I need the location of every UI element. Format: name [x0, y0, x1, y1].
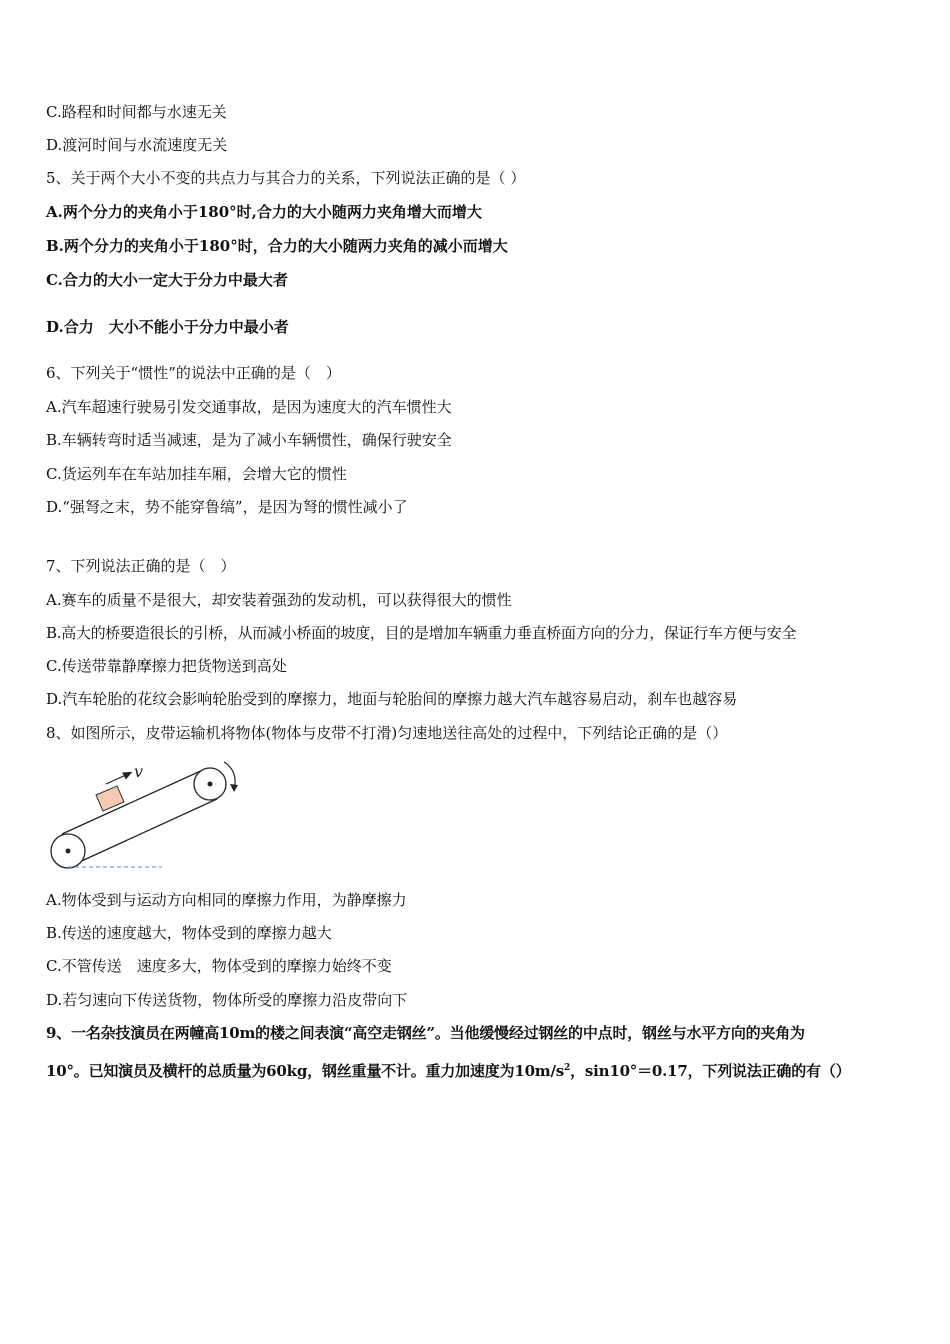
q8-stem: 8、如图所示，皮带运输机将物体(物体与皮带不打滑)匀速地送往高处的过程中，下列结论正确的是（） [46, 724, 728, 742]
q9-stem-line2-main: 10°。已知演员及横杆的总质量为60kg，钢丝重量不计。重力加速度为10m/s [46, 1062, 565, 1080]
upper-pulley [194, 768, 226, 800]
q5-stem: 5、关于两个大小不变的共点力与其合力的关系，下列说法正确的是（ ） [46, 169, 526, 187]
q7-option-d: D.汽车轮胎的花纹会影响轮胎受到的摩擦力，地面与轮胎间的摩擦力越大汽车越容易启动，刹车也越容易 [46, 690, 738, 708]
q5-option-b: B.两个分力的夹角小于180°时，合力的大小随两力夹角的减小而增大 [46, 237, 508, 255]
q6-option-b: B.车辆转弯时适当减速，是为了减小车辆惯性，确保行驶安全 [46, 431, 452, 449]
q7-option-a: A.赛车的质量不是很大，却安装着强劲的发动机，可以获得很大的惯性 [46, 591, 512, 609]
q9-stem-line1: 9、一名杂技演员在两幢高10m的楼之间表演“高空走钢丝”。当他缓慢经过钢丝的中点时，钢丝与水平方向的夹角为 [46, 1024, 805, 1042]
q9-stem-line2-tail: ，sin10°＝0.17，下列说法正确的有（） [570, 1062, 851, 1080]
q9-stem-line2 [46, 1061, 850, 1081]
conveyor-belt-figure [46, 755, 256, 875]
q7-option-b: B.高大的桥要造很长的引桥，从而减小桥面的坡度，目的是增加车辆重力垂直桥面方向的分力，保证行车方便与安全 [46, 624, 797, 642]
q5-option-d: D.合力 大小不能小于分力中最小者 [46, 318, 289, 336]
q4-option-d: D.渡河时间与水流速度无关 [46, 136, 228, 154]
q7-stem: 7、下列说法正确的是（ ） [46, 557, 236, 575]
q8-option-a: A.物体受到与运动方向相同的摩擦力作用，为静摩擦力 [46, 891, 407, 909]
q8-option-d: D.若匀速向下传送货物，物体所受的摩擦力沿皮带向下 [46, 991, 408, 1009]
q9-superscript: 2 [564, 1063, 571, 1073]
q6-option-d: D.“强弩之末，势不能穿鲁缟”，是因为弩的惯性减小了 [46, 498, 408, 516]
q5-option-c: C.合力的大小一定大于分力中最大者 [46, 271, 288, 289]
q6-option-c: C.货运列车在车站加挂车厢，会增大它的惯性 [46, 465, 347, 483]
q6-stem: 6、下列关于“惯性”的说法中正确的是（ ） [46, 364, 341, 382]
q7-option-c: C.传送带靠静摩擦力把货物送到高处 [46, 657, 287, 675]
q6-option-a: A.汽车超速行驶易引发交通事故，是因为速度大的汽车惯性大 [46, 398, 452, 416]
q4-option-c: C.路程和时间都与水速无关 [46, 103, 227, 121]
q8-option-c: C.不管传送 速度多大，物体受到的摩擦力始终不变 [46, 957, 392, 975]
lower-pulley [51, 834, 85, 868]
velocity-label: v [134, 762, 144, 781]
q5-option-a: A.两个分力的夹角小于180°时,合力的大小随两力夹角增大而增大 [46, 203, 482, 221]
velocity-arrow-icon [106, 773, 131, 785]
q8-option-b: B.传送的速度越大，物体受到的摩擦力越大 [46, 924, 332, 942]
